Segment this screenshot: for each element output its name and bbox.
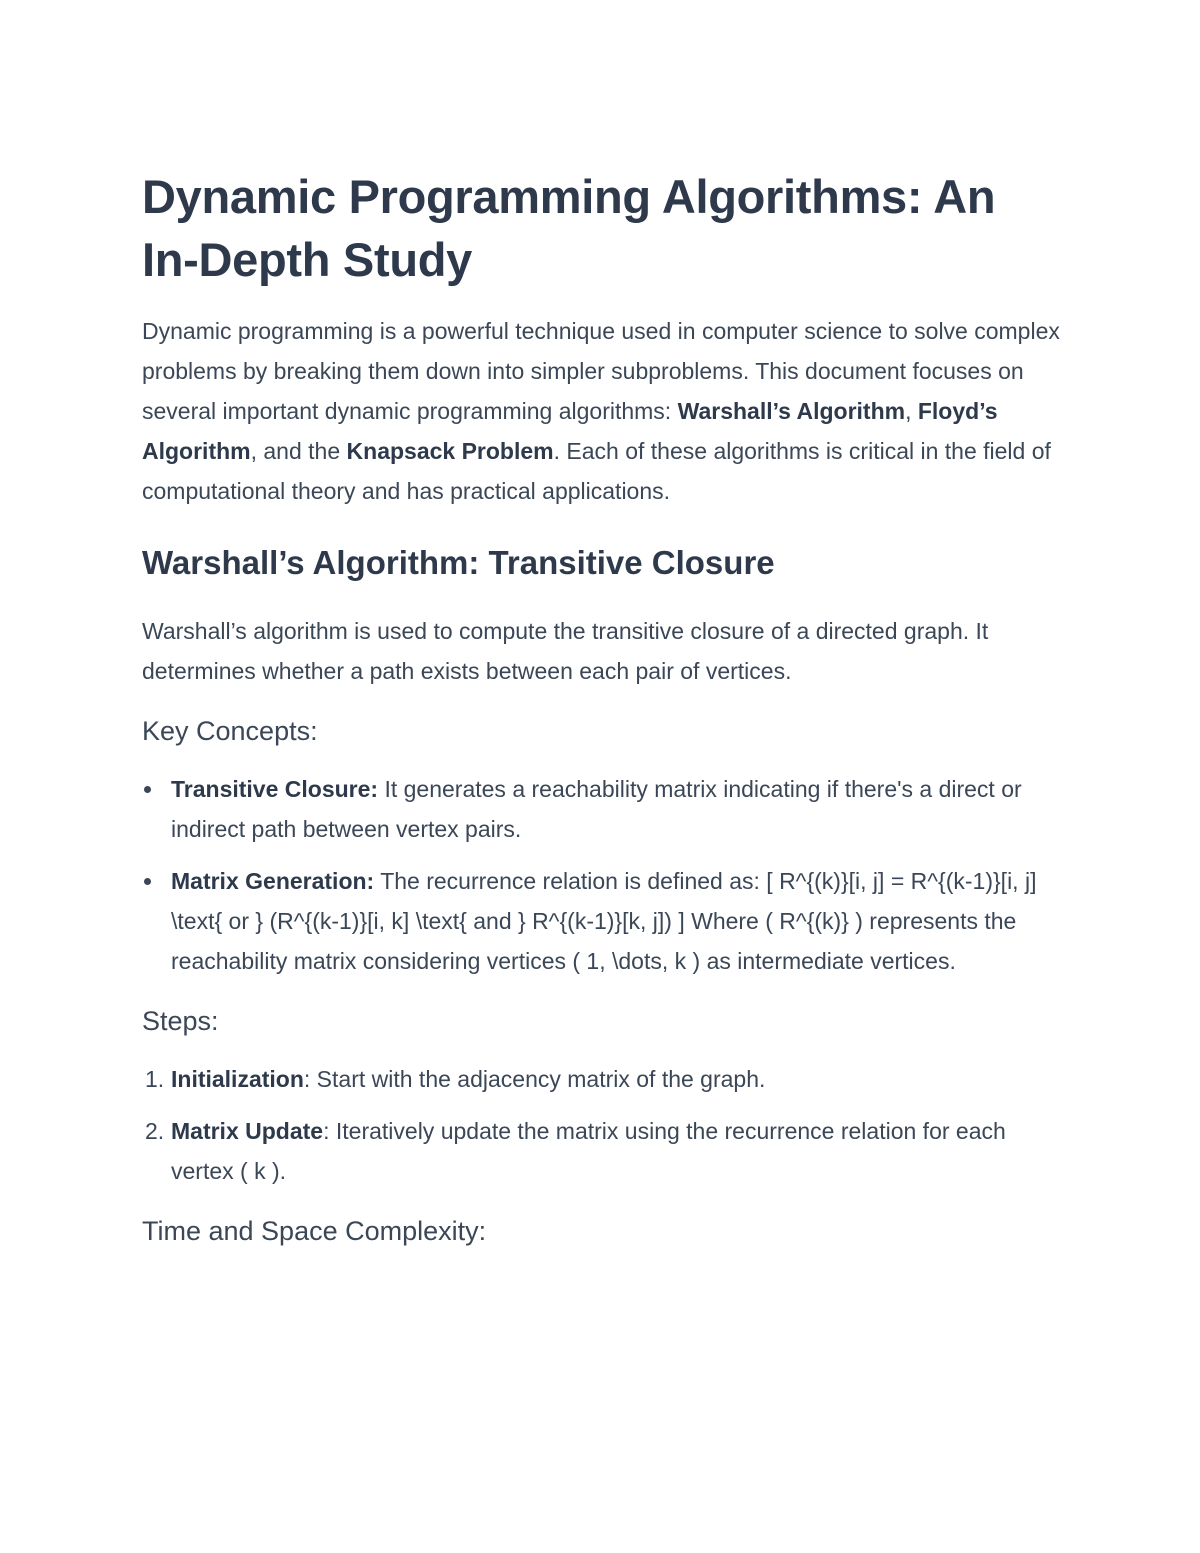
intro-separator: , xyxy=(905,398,918,424)
intro-bold-knapsack: Knapsack Problem xyxy=(346,438,554,464)
list-item xyxy=(142,1059,1062,1099)
bullet-icon xyxy=(144,786,151,793)
step-number: 2. xyxy=(145,1118,165,1144)
key-concepts-heading: Key Concepts: xyxy=(142,716,318,746)
step-text: : Iteratively update the matrix using the recurrence relation for each vertex ( k ). xyxy=(171,1118,1006,1184)
steps-list xyxy=(142,1059,1062,1191)
intro-text: Dynamic programming is a powerful technique used in computer science to solve complex problems by breaking them down into simpler subproblems. This document focuses on several important dynamic programming algorithms: xyxy=(142,318,1060,424)
step-term: Matrix Update xyxy=(171,1118,324,1144)
list-item-text: It generates a reachability matrix indicating if there's a direct or indirect path between vertex pairs. xyxy=(171,776,1022,842)
list-item xyxy=(142,861,1062,981)
steps-heading: Steps: xyxy=(142,1006,219,1036)
step-text: : Start with the adjacency matrix of the graph. xyxy=(303,1066,766,1092)
list-item-term: Transitive Closure: xyxy=(171,776,379,802)
intro-text-end: . Each of these algorithms is critical in the field of computational theory and has practical applications. xyxy=(142,438,1051,504)
intro-bold-warshall: Warshall’s Algorithm xyxy=(677,398,906,424)
intro-paragraph xyxy=(142,311,1062,511)
step-number: 1. xyxy=(145,1066,165,1092)
list-item xyxy=(142,1111,1062,1191)
list-item-text: The recurrence relation is defined as: [ R^{(k)}[i, j] = R^{(k-1)}[i, j] \text{ or } (R^{(k-1)}[i, k] \text{ and } R^{(k-1)}[k, j]) ] Where ( R^{(k)} ) represents the reachability matrix considering vertices ( 1, \dots, k ) as intermediate vertices. xyxy=(171,868,1037,974)
document-title: Dynamic Programming Algorithms: An In-Depth Study xyxy=(142,170,996,286)
section-heading-warshall: Warshall’s Algorithm: Transitive Closure xyxy=(142,544,775,581)
step-term: Initialization xyxy=(171,1066,304,1092)
intro-bold-floyd: Floyd’s Algorithm xyxy=(142,398,998,464)
intro-separator: , and the xyxy=(250,438,347,464)
key-concepts-list xyxy=(142,769,1062,981)
bullet-icon xyxy=(144,878,151,885)
warshall-description: Warshall’s algorithm is used to compute the transitive closure of a directed graph. It determines whether a path exists between each pair of vertices. xyxy=(142,618,989,684)
complexity-heading: Time and Space Complexity: xyxy=(142,1216,487,1246)
list-item xyxy=(142,769,1062,849)
list-item-term: Matrix Generation: xyxy=(171,868,375,894)
document-page xyxy=(142,165,1062,1269)
